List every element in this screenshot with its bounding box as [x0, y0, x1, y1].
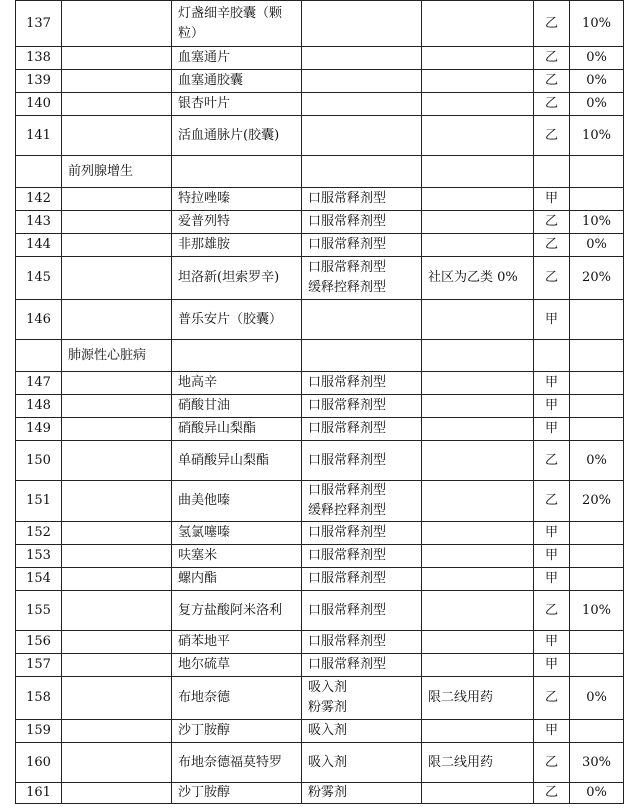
table-row	[16, 591, 624, 631]
row-number-cell: 154	[16, 568, 62, 591]
remark-cell	[422, 234, 534, 257]
table-row	[16, 1, 624, 47]
empty-cell	[62, 47, 172, 70]
dosage-form-line: 口服常释剂型	[308, 398, 387, 413]
table-row	[16, 300, 624, 340]
remark-cell	[422, 441, 534, 481]
table-row	[16, 654, 624, 677]
dosage-form-cell	[302, 93, 422, 116]
self-pay-ratio-cell	[570, 188, 624, 211]
row-number-cell: 137	[16, 1, 62, 47]
dosage-form-cell	[302, 631, 422, 654]
row-number-cell: 148	[16, 395, 62, 418]
empty-cell	[172, 156, 302, 188]
dosage-form-cell	[302, 591, 422, 631]
category-cell: 乙	[534, 47, 570, 70]
category-cell: 乙	[534, 591, 570, 631]
row-number-cell: 155	[16, 591, 62, 631]
row-number-cell: 157	[16, 654, 62, 677]
remark-cell	[422, 70, 534, 93]
empty-cell	[62, 568, 172, 591]
dosage-form-line: 缓释控释剂型	[308, 503, 387, 518]
section-header-row	[16, 156, 624, 188]
category-cell: 乙	[534, 1, 570, 47]
empty-cell	[62, 395, 172, 418]
drug-name-cell: 地尔硫草	[172, 654, 302, 677]
row-number-cell: 142	[16, 188, 62, 211]
remark-cell	[422, 631, 534, 654]
section-header-row	[16, 340, 624, 372]
drug-table-container	[15, 0, 623, 804]
self-pay-ratio-cell	[570, 522, 624, 545]
dosage-form-line: 口服常释剂型	[308, 571, 387, 586]
self-pay-ratio-cell: 10%	[570, 116, 624, 156]
drug-name-cell: 氢氯噻嗪	[172, 522, 302, 545]
self-pay-ratio-cell: 0%	[570, 441, 624, 481]
category-cell: 乙	[534, 677, 570, 720]
table-row	[16, 783, 624, 804]
empty-cell	[62, 116, 172, 156]
row-number-cell: 149	[16, 418, 62, 441]
dosage-form-cell	[302, 257, 422, 300]
dosage-form-line: 口服常释剂型	[308, 525, 387, 540]
table-row	[16, 545, 624, 568]
table-row	[16, 568, 624, 591]
remark-cell	[422, 522, 534, 545]
row-number-cell: 146	[16, 300, 62, 340]
category-cell: 甲	[534, 545, 570, 568]
drug-name-cell: 银杏叶片	[172, 93, 302, 116]
category-cell: 乙	[534, 257, 570, 300]
table-row	[16, 743, 624, 783]
row-number-cell: 140	[16, 93, 62, 116]
table-row	[16, 631, 624, 654]
drug-name-cell: 硝酸异山梨酯	[172, 418, 302, 441]
empty-cell	[62, 372, 172, 395]
dosage-form-cell	[302, 1, 422, 47]
category-cell: 甲	[534, 631, 570, 654]
empty-cell	[62, 418, 172, 441]
remark-cell	[422, 568, 534, 591]
empty-cell	[422, 156, 534, 188]
category-cell: 乙	[534, 116, 570, 156]
row-number-cell: 158	[16, 677, 62, 720]
dosage-form-cell	[302, 372, 422, 395]
empty-cell	[172, 340, 302, 372]
table-row	[16, 257, 624, 300]
remark-cell	[422, 47, 534, 70]
row-number-cell: 159	[16, 720, 62, 743]
row-number-cell: 153	[16, 545, 62, 568]
empty-cell	[62, 545, 172, 568]
table-row	[16, 372, 624, 395]
empty-cell	[62, 93, 172, 116]
category-cell: 乙	[534, 234, 570, 257]
dosage-form-cell	[302, 481, 422, 522]
dosage-form-line: 吸入剂	[308, 680, 348, 695]
table-row	[16, 93, 624, 116]
row-number-cell: 156	[16, 631, 62, 654]
drug-name-cell: 非那雄胺	[172, 234, 302, 257]
category-cell: 甲	[534, 395, 570, 418]
drug-name-cell: 特拉唑嗪	[172, 188, 302, 211]
dosage-form-line: 吸入剂	[308, 754, 348, 770]
drug-name-cell: 爱普列特	[172, 211, 302, 234]
empty-cell	[62, 654, 172, 677]
table-row	[16, 522, 624, 545]
dosage-form-cell	[302, 654, 422, 677]
empty-cell	[62, 677, 172, 720]
row-number-cell: 138	[16, 47, 62, 70]
category-cell: 甲	[534, 418, 570, 441]
dosage-form-line: 口服常释剂型	[308, 214, 387, 229]
drug-name-cell: 灯盏细辛胶囊（颗粒）	[172, 1, 302, 47]
dosage-form-line: 口服常释剂型	[308, 375, 387, 390]
remark-cell	[422, 116, 534, 156]
self-pay-ratio-cell	[570, 568, 624, 591]
category-cell: 乙	[534, 93, 570, 116]
empty-cell	[62, 743, 172, 783]
self-pay-ratio-cell	[570, 545, 624, 568]
table-row	[16, 441, 624, 481]
empty-cell	[570, 340, 624, 372]
dosage-form-line: 口服常释剂型	[308, 452, 387, 468]
dosage-form-line: 口服常释剂型	[308, 483, 387, 498]
row-number-cell: 145	[16, 257, 62, 300]
drug-list-table	[15, 0, 624, 804]
category-cell: 甲	[534, 372, 570, 395]
self-pay-ratio-cell: 0%	[570, 234, 624, 257]
remark-cell: 限二线用药	[422, 743, 534, 783]
drug-name-cell: 螺内酯	[172, 568, 302, 591]
self-pay-ratio-cell: 10%	[570, 591, 624, 631]
category-cell: 乙	[534, 441, 570, 481]
category-cell: 甲	[534, 522, 570, 545]
category-cell: 乙	[534, 70, 570, 93]
self-pay-ratio-cell	[570, 395, 624, 418]
dosage-form-cell	[302, 743, 422, 783]
self-pay-ratio-cell: 20%	[570, 481, 624, 522]
category-cell: 甲	[534, 654, 570, 677]
dosage-form-line: 粉雾剂	[308, 700, 348, 715]
row-number-cell: 143	[16, 211, 62, 234]
dosage-form-cell	[302, 234, 422, 257]
drug-name-cell: 曲美他嗪	[172, 481, 302, 522]
dosage-form-line: 口服常释剂型	[308, 634, 387, 649]
category-cell: 甲	[534, 720, 570, 743]
empty-cell	[62, 234, 172, 257]
remark-cell	[422, 783, 534, 804]
dosage-form-cell	[302, 545, 422, 568]
dosage-form-cell	[302, 70, 422, 93]
table-row	[16, 418, 624, 441]
drug-table-body	[16, 1, 624, 804]
table-row	[16, 211, 624, 234]
category-cell: 甲	[534, 568, 570, 591]
dosage-form-cell	[302, 522, 422, 545]
self-pay-ratio-cell: 0%	[570, 93, 624, 116]
remark-cell	[422, 418, 534, 441]
dosage-form-cell	[302, 116, 422, 156]
remark-cell	[422, 1, 534, 47]
dosage-form-line: 粉雾剂	[308, 785, 348, 800]
empty-cell	[62, 522, 172, 545]
table-row	[16, 116, 624, 156]
row-number-cell: 144	[16, 234, 62, 257]
dosage-form-cell	[302, 783, 422, 804]
self-pay-ratio-cell	[570, 654, 624, 677]
dosage-form-cell	[302, 47, 422, 70]
remark-cell	[422, 654, 534, 677]
empty-cell	[62, 300, 172, 340]
remark-cell: 社区为乙类 0%	[422, 257, 534, 300]
category-cell: 甲	[534, 188, 570, 211]
remark-cell	[422, 372, 534, 395]
self-pay-ratio-cell: 0%	[570, 783, 624, 804]
row-number-cell	[16, 156, 62, 188]
dosage-form-line: 缓释控释剂型	[308, 280, 387, 295]
empty-cell	[534, 340, 570, 372]
remark-cell	[422, 545, 534, 568]
drug-name-cell: 呋塞米	[172, 545, 302, 568]
self-pay-ratio-cell: 0%	[570, 70, 624, 93]
remark-cell	[422, 188, 534, 211]
category-cell: 乙	[534, 743, 570, 783]
remark-cell: 限二线用药	[422, 677, 534, 720]
dosage-form-cell	[302, 441, 422, 481]
row-number-cell: 161	[16, 783, 62, 804]
remark-cell	[422, 481, 534, 522]
remark-cell	[422, 720, 534, 743]
self-pay-ratio-cell	[570, 631, 624, 654]
table-row	[16, 481, 624, 522]
remark-cell	[422, 93, 534, 116]
empty-cell	[62, 481, 172, 522]
dosage-form-line: 口服常释剂型	[308, 260, 387, 275]
row-number-cell: 141	[16, 116, 62, 156]
empty-cell	[62, 631, 172, 654]
dosage-form-line: 口服常释剂型	[308, 548, 387, 563]
category-cell: 甲	[534, 300, 570, 340]
empty-cell	[62, 211, 172, 234]
self-pay-ratio-cell: 0%	[570, 677, 624, 720]
drug-name-cell: 硝苯地平	[172, 631, 302, 654]
drug-name-cell: 布地奈德	[172, 677, 302, 720]
remark-cell	[422, 300, 534, 340]
table-row	[16, 677, 624, 720]
drug-name-cell: 复方盐酸阿米洛利	[172, 591, 302, 631]
table-row	[16, 395, 624, 418]
self-pay-ratio-cell	[570, 300, 624, 340]
empty-cell	[62, 720, 172, 743]
row-number-cell: 147	[16, 372, 62, 395]
dosage-form-cell	[302, 677, 422, 720]
empty-cell	[62, 257, 172, 300]
table-row	[16, 70, 624, 93]
self-pay-ratio-cell: 10%	[570, 1, 624, 47]
dosage-form-line: 口服常释剂型	[308, 657, 387, 672]
dosage-form-line: 口服常释剂型	[308, 602, 387, 618]
empty-cell	[62, 70, 172, 93]
drug-name-cell: 地高辛	[172, 372, 302, 395]
empty-cell	[422, 340, 534, 372]
table-row	[16, 234, 624, 257]
remark-cell	[422, 211, 534, 234]
self-pay-ratio-cell	[570, 418, 624, 441]
row-number-cell: 151	[16, 481, 62, 522]
empty-cell	[534, 156, 570, 188]
row-number-cell: 150	[16, 441, 62, 481]
table-row	[16, 47, 624, 70]
empty-cell	[302, 156, 422, 188]
self-pay-ratio-cell: 10%	[570, 211, 624, 234]
drug-name-cell: 沙丁胺醇	[172, 783, 302, 804]
empty-cell	[62, 783, 172, 804]
empty-cell	[62, 188, 172, 211]
table-row	[16, 188, 624, 211]
row-number-cell: 160	[16, 743, 62, 783]
dosage-form-cell	[302, 395, 422, 418]
dosage-form-cell	[302, 568, 422, 591]
table-row	[16, 720, 624, 743]
section-title: 肺源性心脏病	[62, 340, 172, 372]
remark-cell	[422, 591, 534, 631]
row-number-cell	[16, 340, 62, 372]
self-pay-ratio-cell: 30%	[570, 743, 624, 783]
drug-name-cell: 沙丁胺醇	[172, 720, 302, 743]
dosage-form-cell	[302, 300, 422, 340]
drug-name-cell: 普乐安片（胶囊）	[172, 300, 302, 340]
empty-cell	[570, 156, 624, 188]
dosage-form-line: 口服常释剂型	[308, 191, 387, 206]
drug-name-cell: 布地奈德福莫特罗	[172, 743, 302, 783]
self-pay-ratio-cell: 20%	[570, 257, 624, 300]
drug-name-cell: 血塞通片	[172, 47, 302, 70]
dosage-form-cell	[302, 720, 422, 743]
dosage-form-cell	[302, 188, 422, 211]
self-pay-ratio-cell	[570, 372, 624, 395]
dosage-form-cell	[302, 418, 422, 441]
dosage-form-line: 口服常释剂型	[308, 237, 387, 252]
remark-cell	[422, 395, 534, 418]
category-cell: 乙	[534, 211, 570, 234]
drug-name-cell: 硝酸甘油	[172, 395, 302, 418]
empty-cell	[62, 441, 172, 481]
section-title: 前列腺增生	[62, 156, 172, 188]
drug-name-cell: 坦洛新(坦索罗辛)	[172, 257, 302, 300]
dosage-form-cell	[302, 211, 422, 234]
dosage-form-line: 吸入剂	[308, 723, 348, 738]
drug-name-cell: 单硝酸异山梨酯	[172, 441, 302, 481]
self-pay-ratio-cell: 0%	[570, 47, 624, 70]
drug-name-cell: 活血通脉片(胶囊)	[172, 116, 302, 156]
empty-cell	[302, 340, 422, 372]
category-cell: 乙	[534, 481, 570, 522]
dosage-form-line: 口服常释剂型	[308, 421, 387, 436]
empty-cell	[62, 591, 172, 631]
row-number-cell: 152	[16, 522, 62, 545]
row-number-cell: 139	[16, 70, 62, 93]
drug-name-cell: 血塞通胶囊	[172, 70, 302, 93]
empty-cell	[62, 1, 172, 47]
category-cell: 乙	[534, 783, 570, 804]
self-pay-ratio-cell	[570, 720, 624, 743]
